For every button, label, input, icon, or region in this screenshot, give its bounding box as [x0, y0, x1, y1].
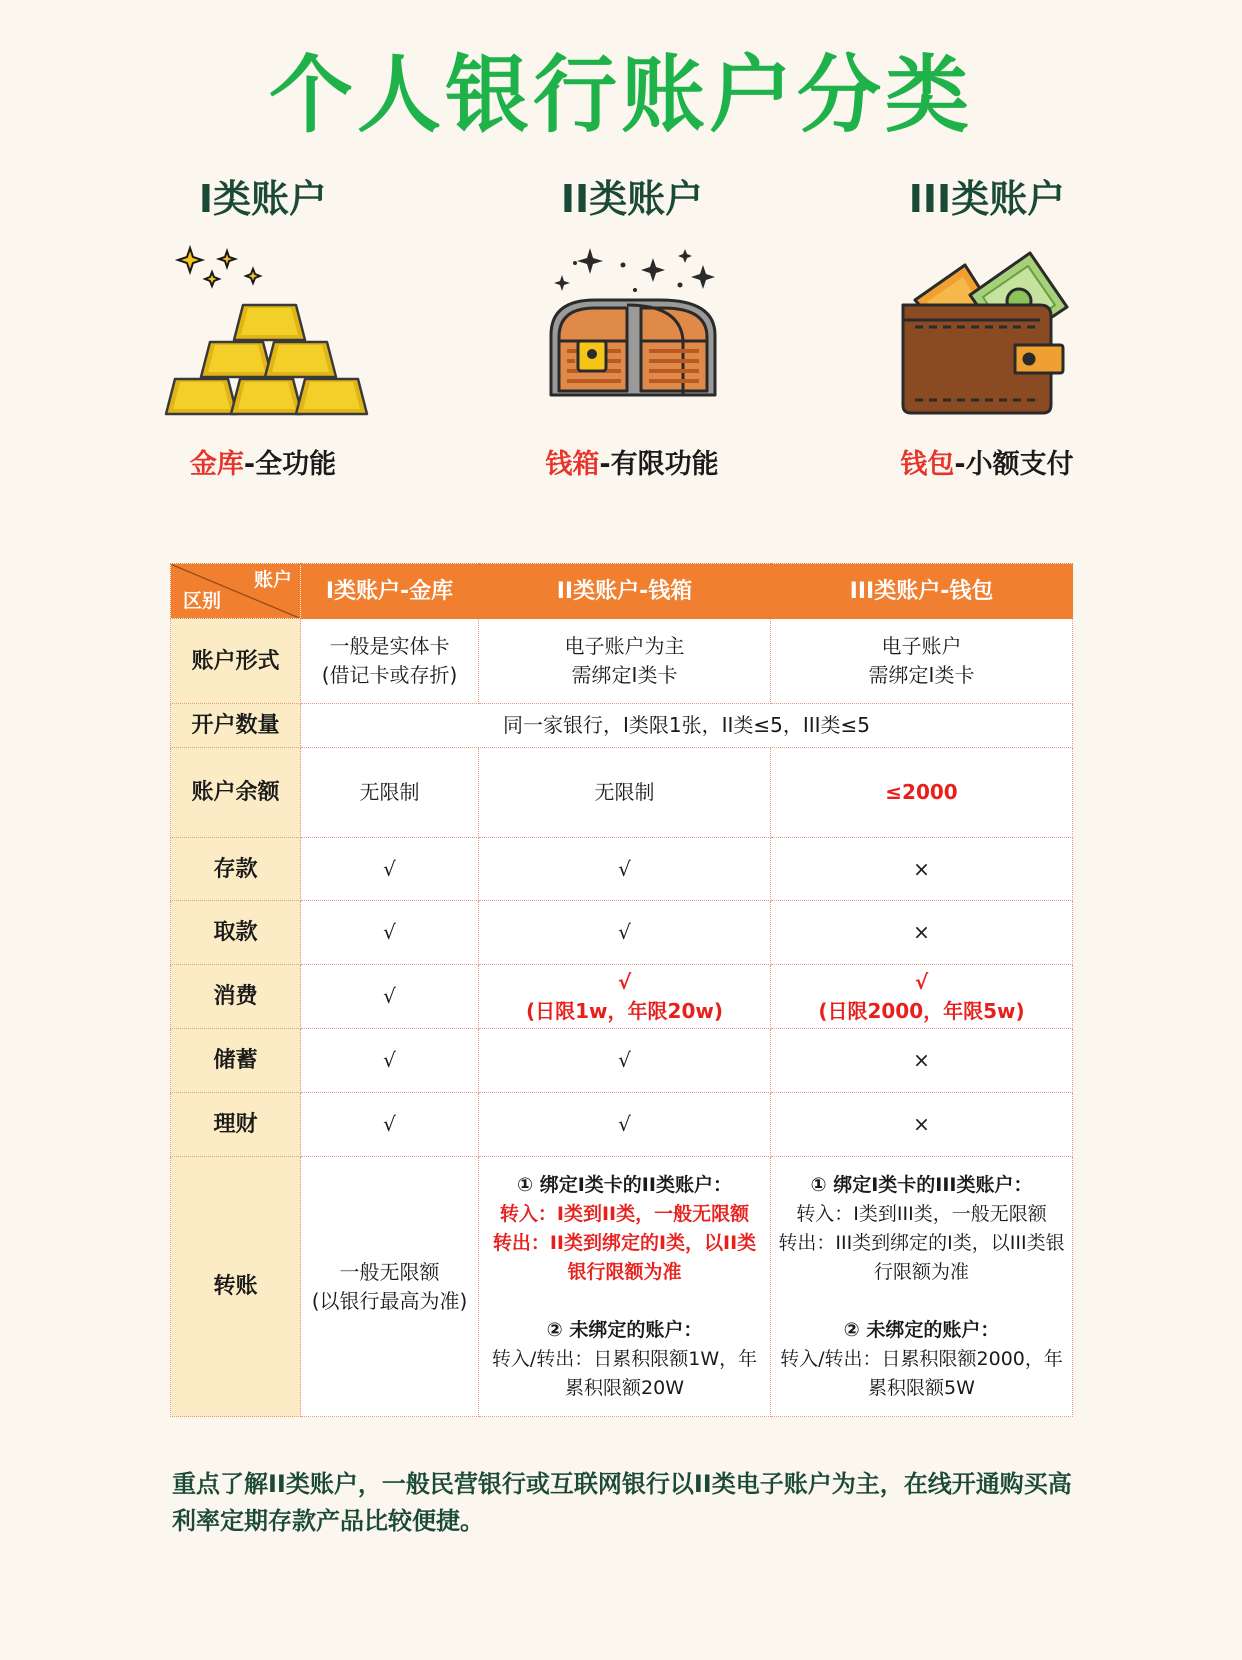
category-heading-2: II类账户: [560, 177, 704, 221]
table-cell: √ (日限1w，年限20w): [479, 965, 771, 1029]
table-cell: ≤2000: [771, 748, 1073, 838]
check-mark: √: [479, 838, 771, 901]
table-corner-cell: 账户 区别: [171, 564, 301, 619]
table-cell: √ (日限2000，年限5w): [771, 965, 1073, 1029]
summary-note: 重点了解II类账户，一般民营银行或互联网银行以II类电子账户为主，在线开通购买高利率定期存款产品比较便捷。: [172, 1470, 1072, 1535]
category-heading-1: I类账户: [198, 177, 328, 221]
gold-bars-icon: [160, 245, 375, 424]
table-row: [171, 1157, 1073, 1417]
column-header: I类账户-金库: [301, 564, 479, 619]
table-cell: 同一家银行，I类限1张，II类≤5，III类≤5: [301, 704, 1073, 748]
table-header-row: [171, 564, 1073, 619]
row-label: 开户数量: [171, 704, 301, 748]
row-label: 账户形式: [171, 619, 301, 704]
table-row: [171, 838, 1073, 901]
treasure-chest-icon: [545, 245, 725, 424]
table-row: [171, 1093, 1073, 1157]
table-row: [171, 704, 1073, 748]
check-mark: √: [301, 1029, 479, 1093]
transfer-cell-ii: ① 绑定I类卡的II类账户： 转入：I类到II类，一般无限额 转出：II类到绑定的I类，以II类银行限额为准 ② 未绑定的账户： 转入/转出：日累积限额1W，年累积限额20W: [479, 1157, 771, 1417]
row-label: 存款: [171, 838, 301, 901]
check-mark: √: [301, 965, 479, 1029]
table-row: [171, 965, 1073, 1029]
table-row: [171, 901, 1073, 965]
table-cell: 电子账户为主 需绑定I类卡: [479, 619, 771, 704]
row-label: 取款: [171, 901, 301, 965]
page-title: 个人银行账户分类: [268, 46, 973, 144]
column-header: II类账户-钱箱: [479, 564, 771, 619]
category-caption-3: 钱包-小额支付: [900, 449, 1074, 480]
check-mark: √: [301, 901, 479, 965]
row-label: 转账: [171, 1157, 301, 1417]
table-row: [171, 748, 1073, 838]
check-mark: √: [301, 1093, 479, 1157]
category-heading-3: III类账户: [908, 177, 1066, 221]
row-label: 储蓄: [171, 1029, 301, 1093]
table-row: [171, 1029, 1073, 1093]
comparison-table: [170, 563, 1073, 1417]
table-cell: 无限制: [301, 748, 479, 838]
row-label: 理财: [171, 1093, 301, 1157]
table-cell: 一般无限额 (以银行最高为准): [301, 1157, 479, 1417]
cross-mark: ×: [771, 838, 1073, 901]
category-caption-1: 金库-全功能: [189, 449, 337, 480]
table-cell: 一般是实体卡 (借记卡或存折): [301, 619, 479, 704]
row-label: 账户余额: [171, 748, 301, 838]
check-mark: √: [479, 1029, 771, 1093]
wallet-icon: [895, 245, 1075, 424]
table-cell: 电子账户 需绑定I类卡: [771, 619, 1073, 704]
category-caption-2: 钱箱-有限功能: [545, 449, 719, 480]
check-mark: √: [301, 838, 479, 901]
cross-mark: ×: [771, 1029, 1073, 1093]
cross-mark: ×: [771, 1093, 1073, 1157]
table-cell: 无限制: [479, 748, 771, 838]
transfer-cell-iii: ① 绑定I类卡的III类账户： 转入：I类到III类，一般无限额 转出：III类到绑定的I类，以III类银行限额为准 ② 未绑定的账户： 转入/转出：日累积限额2000，年累积限额5W: [771, 1157, 1073, 1417]
check-mark: √: [479, 1093, 771, 1157]
row-label: 消费: [171, 965, 301, 1029]
column-header: III类账户-钱包: [771, 564, 1073, 619]
table-row: [171, 619, 1073, 704]
cross-mark: ×: [771, 901, 1073, 965]
check-mark: √: [479, 901, 771, 965]
